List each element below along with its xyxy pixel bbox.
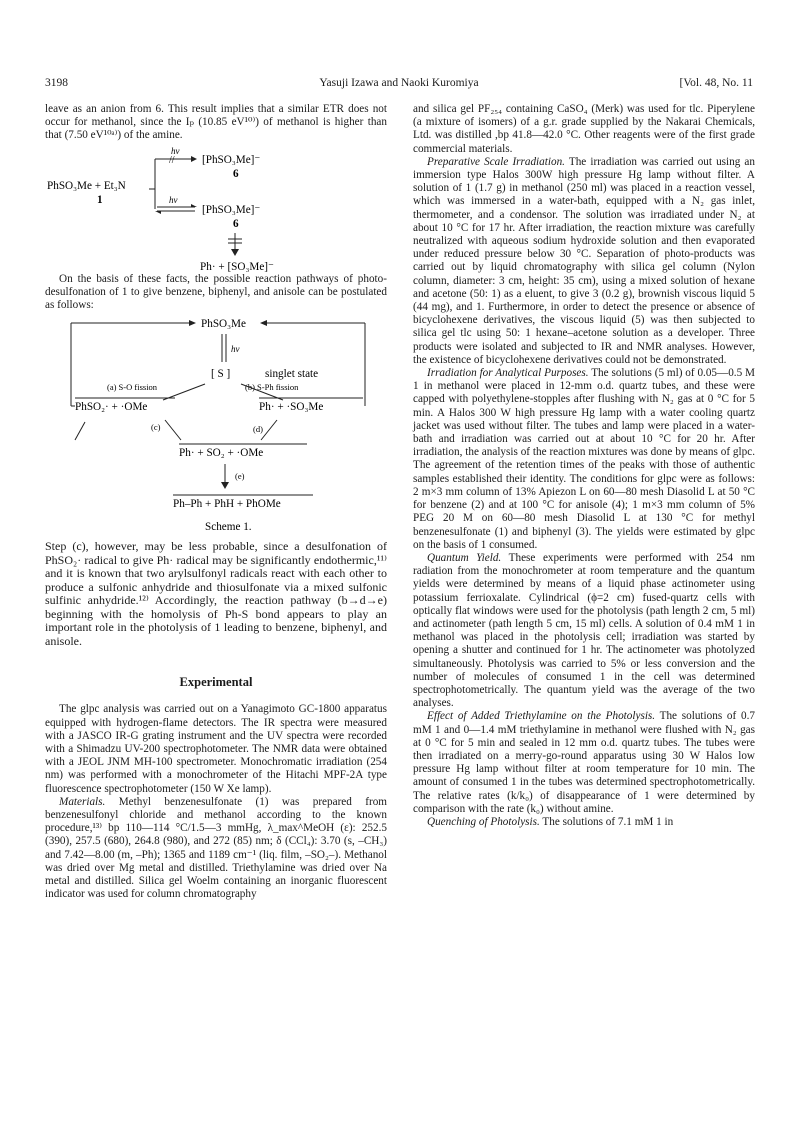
s-ph-products: Ph· + ·SO₃Me — [259, 401, 324, 414]
arrow-head — [155, 211, 161, 214]
intermediate-radicals: Ph· + SO₂ + ·OMe — [179, 447, 264, 460]
paragraph: Step (c), however, may be less probable, since a desulfonation of PhSO₂· radical to give Ph· radical may be significantly endothermic,¹¹⁾ and it is known that two arylsulfonyl radicals react with each other to produce a sulfonic anhydride and thiosulfonate via a mixed sulfonic sulfinic anhydride.¹²⁾ Accordingly, the reaction pathway (b→d→e) beginning with the homolysis of Ph-S bond appears to play an important role in the photolysis of 1 leading to benzene, biphenyl, and anisole. — [45, 539, 387, 648]
arrow-head — [191, 156, 197, 162]
arrow-head — [191, 204, 197, 207]
paragraph-heading: Effect of Added Triethylamine on the Photolysis. — [427, 710, 656, 723]
paragraph-heading: Materials. — [59, 795, 106, 808]
singlet-state-label: singlet state — [265, 368, 319, 381]
paragraph: and silica gel PF₂₅₄ containing CaSO₄ (Merk) was used for tlc. Piperylene (a mixture of isomers) of a g.r. grade supplied by the Nakarai Chemicals, Ltd. was distilled ,bp 41.8—42.0 °C. Other reagents were of the first grade commercial materials. — [413, 103, 755, 155]
paragraph-heading: Quantum Yield. — [427, 551, 502, 564]
equation-block — [45, 143, 387, 273]
paragraph — [413, 552, 755, 710]
radical-products: Ph· + [SO₃Me]⁻ — [200, 260, 274, 273]
species-upper-number: 6 — [233, 167, 239, 180]
scheme-reactant: PhSO₃Me — [201, 318, 246, 331]
species-upper: [PhSO₃Me]⁻ — [202, 153, 261, 166]
scheme-arrow — [165, 420, 181, 440]
paragraph: On the basis of these facts, the possible reaction pathways of photo-desulfonation of 1 to give benzene, biphenyl, and anisole can be postulated as follows: — [45, 272, 387, 312]
reaction-scheme — [45, 312, 387, 540]
paragraph — [413, 367, 755, 552]
arrow-head — [231, 249, 239, 256]
paragraph-heading: Irradiation for Analytical Purposes. — [427, 367, 589, 380]
paragraph — [413, 710, 755, 816]
compound-number: 1 — [97, 193, 103, 206]
paragraph — [413, 156, 755, 367]
scheme-caption: Scheme 1. — [205, 521, 252, 534]
paragraph: The glpc analysis was carried out on a Yanagimoto GC-1800 apparatus equipped with hydrogen-flame detectors. The IR spectra were measured with a JASCO IR-G grating instrument and the UV spectra were recorded with a Shimadzu UV-200 spectrophotometer. The NMR data were obtained with a JEOL JNM MH-100 spectrometer. Monochromatic irradiation (254 nm) was performed with a monochrometer of the Hitachi MPF-2A type fluorescence spectrophotometer (150 W Xe lamp). — [45, 703, 387, 795]
hv-label: hν — [171, 145, 180, 156]
hv-label: hν — [231, 344, 240, 355]
pathway-a-label: (a) S-O fission — [107, 382, 158, 393]
step-d-label: (d) — [253, 424, 263, 435]
step-c-label: (c) — [151, 422, 161, 433]
species-lower: [PhSO₃Me]⁻ — [202, 203, 261, 216]
equation-figure — [45, 143, 387, 273]
species-lower-number: 6 — [233, 217, 239, 230]
section-heading: Experimental — [179, 675, 253, 690]
pathway-b-label: (b) S-Ph fission — [245, 382, 299, 393]
paragraph-heading: Quenching of Photolysis. — [427, 815, 540, 828]
arrow-head — [189, 320, 196, 326]
arrow-head — [260, 320, 267, 326]
paragraph — [45, 796, 387, 902]
paragraph-text: The solutions of 0.7 mM 1 and 0—1.4 mM triethylamine in methanol were flushed with N₂ gas at 0 °C for 5 min and sealed in 12 mm o.d. quartz tubes. The tubes were then irradiated on a merry-go-round apparatus using 30 W Halos low pressure Hg lamp without filter at room temperature for 10 min. The amount of consumed 1 in the tubes was determined spectrophotometrically. The relative rates (k/k₀) of disappearance of 1 were determined by comparison with the rate (k₀) without amine. — [413, 710, 755, 815]
paragraph-text: The solutions (5 ml) of 0.05—0.5 M 1 in methanol were placed in 12-mm o.d. quartz tubes, and these were capped with polyethylene-stopples after flushing with N₂ gas at 0 °C for 5 min. A Halos 300 W high pressure Hg lamp with a water cooling quartz jacket was used without filter. The tubes and lamp were placed in a water-bath and irradiation was carried out at about 10 °C for 20 hr. After irradiation, the analysis of the reaction mixtures was done by means of glpc. The agreement of the retention times of the peaks with those of authentic samples established their identity. The conditions for glpc were as follows: 2 m×3 mm column of 13% Apiezon L on 60—80 mesh Diasolid L at 50 °C for benzene (2) and at 100 °C for anisole (4); 1 m×3 mm column of 5% PEG 20 M on 60—80 mesh Diasolid L at 130 °C for methyl benzenesulfonate (1) and biphenyl (3). The yields were estimated by glpc on the basis of 1 consumed. — [413, 367, 755, 551]
page-number: 3198 — [45, 77, 68, 89]
scheme-1 — [45, 312, 387, 540]
final-products: Ph–Ph + PhH + PhOMe — [173, 498, 281, 511]
journal-volume: [Vol. 48, No. 11 — [679, 77, 753, 89]
scheme-arrow — [261, 420, 277, 440]
reactants: PhSO₃Me + Et₃N — [47, 179, 126, 192]
running-title: Yasuji Izawa and Naoki Kuromiya — [319, 77, 479, 89]
paragraph-text: The irradiation was carried out using an immersion type Halos 300W high pressure Hg lamp without filter. A solution of 1 (1.7 g) in methanol (250 ml) was placed in a reaction vessel, which was immersed in a water-bath, equipped with a N₂ gas inlet, thermometer, and a condensor. The solution was irradiated under N₂ at about 10 °C for 17 hr. After irradiation, the reaction mixture was carefully neutralized with aqueous sodium hydroxide solution and then evaporated under reduced pressure below 30 °C. Separation of photo-products was carried out by liquid chromatography with silica gel column (Nylon column, diameter: 3 cm, height: 35 cm), using a mixed solution of hexane and acetone (50: 1) as a eluent, to give 3 (0.2 g), brownish viscous liquid 5 (44 mg), and 1. Furthermore, in order to detect the presence or absence of bicyclohexene derivatives, the viscous liquid (5) was then subjected to silica gel tlc using 50: 1 hexane–acetone solution as a developer. Three products were isolated and subjected to IR and NMR analyses. However, the existence of bicyclohexene derivatives could not be demonstrated. — [413, 155, 755, 366]
paragraph-text: These experiments were performed with 254 nm radiation from the monochrometer at room temperature and the quantum yields were determined by means of a liquid phase actinometer using potassium ferrioxalate. Cylindrical (ϕ=2 cm) fused-quartz cells with optically flat windows were used for the photolysis (path length 2 cm, 5 ml) and actinometer (path length 5 cm, 15 ml) cells. A solution of 0.4 mM 1 in methanol was placed in the photolysis cell; irradiation was started by opening a shutter and continued for 1 hr. The actinometer was photolyzed simultaneously. Photolysis was carried to 5% or less conversion and the number of molecules of consumed 1 in the cell was determined spectrophotometrically. The quantum yield was the average of the two analyses. — [413, 551, 755, 710]
excited-state: [ S ] — [211, 368, 231, 381]
s-o-products: PhSO₂· + ·OMe — [75, 401, 148, 414]
step-e-label: (e) — [235, 471, 245, 482]
hv-label: hν — [169, 194, 178, 205]
paragraph — [413, 816, 755, 829]
paragraph-text: Methyl benzenesulfonate (1) was prepared from benzenesulfonyl chloride and methanol according to the known procedure,¹³⁾ bp 110—114 °C/1.5—3 mmHg, λ_max^MeOH (ε): 252.5 (390), 257.5 (680), 264.8 (980), and 272 (85) nm; δ (CCl₄): 3.70 (s, –CH₃) and 7.42—8.00 (m, –Ph); 1365 and 1189 cm⁻¹ (liq. film, –SO₂–). Methanol was dried over Mg metal and distilled. Triethylamine was dried over Na metal and distilled. Silica gel Woelm containing an inorganic fluorescent indicator was used for column chromatography — [45, 795, 387, 901]
scheme-arrow — [75, 422, 85, 440]
paragraph: leave as an anion from 6. This result implies that a similar ETR does not occur for methanol, since the Iₚ (10.85 eV¹⁰⁾) of methanol is higher than that (7.50 eV¹⁰ᵃ⁾) of the amine. — [45, 103, 387, 142]
paragraph-heading: Preparative Scale Irradiation. — [427, 155, 565, 168]
left-column — [45, 103, 387, 901]
no-reaction-mark: // — [169, 154, 175, 166]
paragraph-text: The solutions of 7.1 mM 1 in — [542, 815, 674, 828]
right-column — [413, 103, 755, 829]
running-header — [45, 77, 753, 93]
arrow-head — [221, 482, 229, 489]
